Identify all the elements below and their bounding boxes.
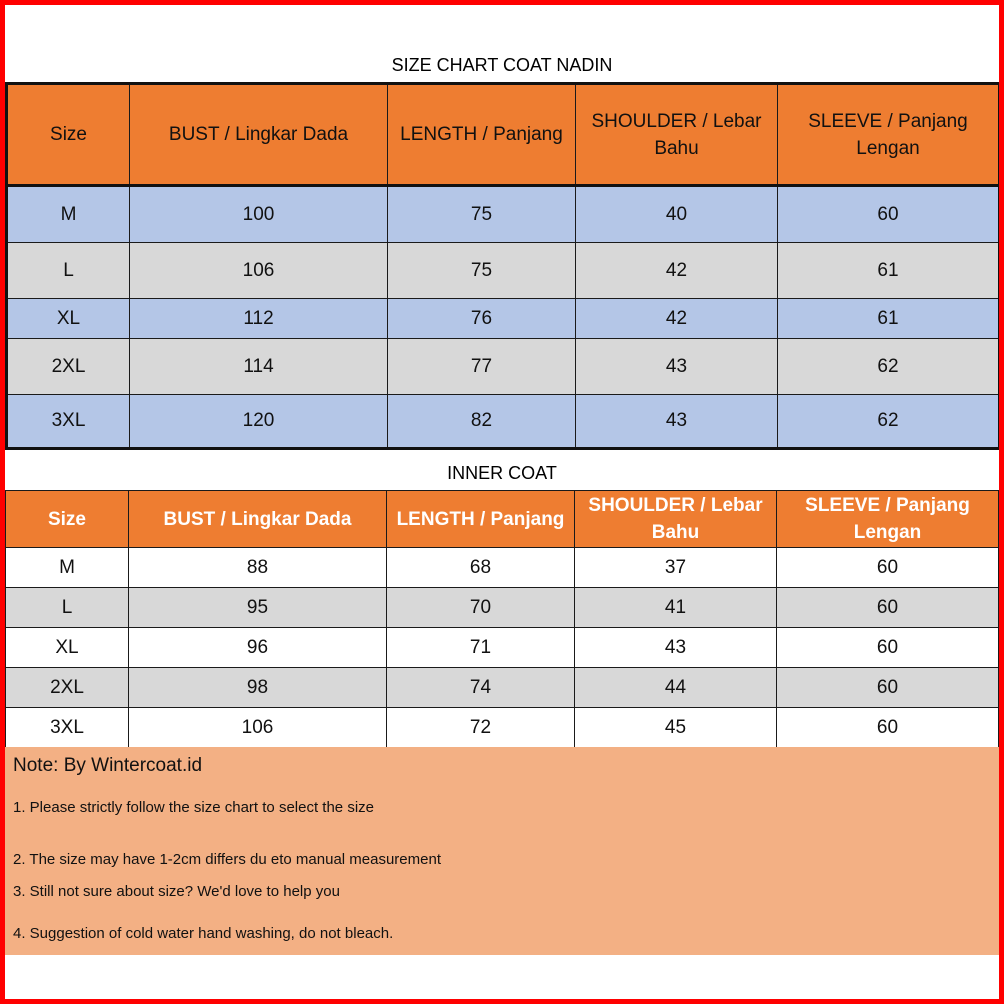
note-line: 3. Still not sure about size? We'd love to help you [13,883,340,900]
cell-sleeve: 60 [777,628,999,668]
header-length: LENGTH / Panjang [387,491,575,548]
note-line: 1. Please strictly follow the size chart to select the size [13,799,374,816]
header-shoulder: SHOULDER / Lebar Bahu [576,84,778,186]
header-sleeve: SLEEVE / Panjang Lengan [778,84,1000,186]
cell-size: 3XL [6,708,129,748]
cell-shoulder: 41 [575,588,777,628]
cell-shoulder: 43 [575,628,777,668]
inner-size-table [5,490,999,748]
cell-shoulder: 40 [576,186,778,243]
cell-length: 71 [387,628,575,668]
table-row [6,588,999,628]
table-row [7,339,1000,395]
cell-length: 76 [388,299,576,339]
header-size: Size [6,491,129,548]
cell-sleeve: 60 [777,548,999,588]
cell-bust: 120 [130,395,388,449]
cell-size: XL [6,628,129,668]
cell-bust: 88 [129,548,387,588]
cell-sleeve: 62 [778,339,1000,395]
table-row [7,299,1000,339]
cell-size: M [7,186,130,243]
cell-length: 75 [388,243,576,299]
cell-length: 74 [387,668,575,708]
table-row [6,708,999,748]
header-length: LENGTH / Panjang [388,84,576,186]
header-bust: BUST / Lingkar Dada [129,491,387,548]
cell-bust: 112 [130,299,388,339]
cell-length: 75 [388,186,576,243]
cell-sleeve: 61 [778,243,1000,299]
notes-panel [5,747,999,955]
cell-size: XL [7,299,130,339]
cell-bust: 98 [129,668,387,708]
cell-shoulder: 43 [576,339,778,395]
cell-shoulder: 42 [576,299,778,339]
cell-bust: 95 [129,588,387,628]
cell-size: 3XL [7,395,130,449]
cell-sleeve: 61 [778,299,1000,339]
cell-bust: 114 [130,339,388,395]
header-sleeve: SLEEVE / Panjang Lengan [777,491,999,548]
cell-bust: 96 [129,628,387,668]
cell-size: L [6,588,129,628]
table-row [6,628,999,668]
table-row [7,186,1000,243]
cell-sleeve: 60 [777,588,999,628]
cell-sleeve: 60 [777,708,999,748]
table-header-row [7,84,1000,186]
cell-size: 2XL [6,668,129,708]
notes-title: Note: By Wintercoat.id [13,755,203,776]
cell-bust: 106 [130,243,388,299]
table-header-row [6,491,999,548]
note-line: 4. Suggestion of cold water hand washing, do not bleach. [13,925,394,942]
main-size-table [5,82,1001,450]
table-row [6,548,999,588]
note-line: 2. The size may have 1-2cm differs du eto manual measurement [13,851,441,868]
cell-length: 68 [387,548,575,588]
header-size: Size [7,84,130,186]
cell-shoulder: 45 [575,708,777,748]
cell-sleeve: 60 [778,186,1000,243]
table-row [6,668,999,708]
cell-length: 77 [388,339,576,395]
table-row [7,395,1000,449]
table-row [7,243,1000,299]
cell-bust: 106 [129,708,387,748]
cell-size: M [6,548,129,588]
cell-length: 70 [387,588,575,628]
cell-length: 72 [387,708,575,748]
cell-bust: 100 [130,186,388,243]
cell-length: 82 [388,395,576,449]
inner-table-title: INNER COAT [447,463,557,483]
header-shoulder: SHOULDER / Lebar Bahu [575,491,777,548]
cell-size: L [7,243,130,299]
cell-shoulder: 37 [575,548,777,588]
cell-sleeve: 60 [777,668,999,708]
cell-shoulder: 42 [576,243,778,299]
main-table-title: SIZE CHART COAT NADIN [391,55,613,75]
header-bust: BUST / Lingkar Dada [130,84,388,186]
cell-shoulder: 44 [575,668,777,708]
cell-sleeve: 62 [778,395,1000,449]
cell-size: 2XL [7,339,130,395]
cell-shoulder: 43 [576,395,778,449]
